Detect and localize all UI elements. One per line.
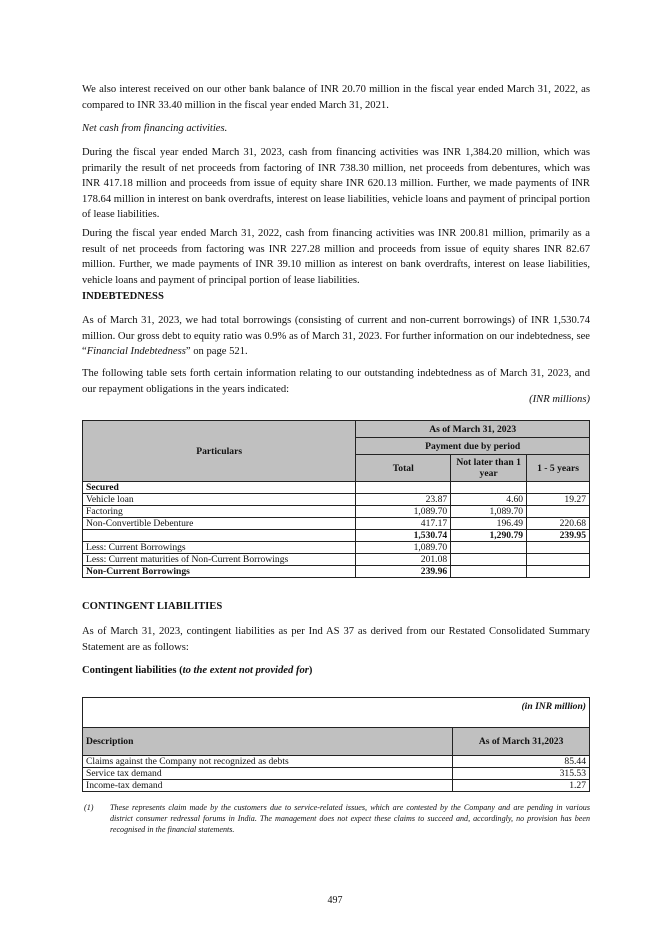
indebtedness-heading: INDEBTEDNESS: [82, 291, 164, 302]
table-row: [83, 768, 590, 780]
page-number: 497: [327, 895, 343, 906]
cell-not-later: 196.49: [451, 518, 527, 530]
footnote-number: (1): [84, 803, 94, 812]
cell-not-later: [451, 566, 527, 578]
table-header-row: [83, 421, 590, 438]
table-row: [83, 482, 590, 494]
cell-1-5-years: 19.27: [527, 494, 590, 506]
cell-1-5-years: 220.68: [527, 518, 590, 530]
cell-1-5-years: 239.95: [527, 530, 590, 542]
cell-total: 1,089.70: [356, 542, 451, 554]
cell-total: [356, 482, 451, 494]
row-value: 85.44: [453, 756, 590, 768]
cell-total: 201.08: [356, 554, 451, 566]
table-row: [83, 494, 590, 506]
paragraph-fy2023-financing: During the fiscal year ended March 31, 2023, cash from financing activities was INR 1,384.20 million, which was primarily the result of net proceeds from factoring of INR 738.30 million, net proceeds from debentures, which was INR 417.18 million and proceeds from issue of equity share INR 620.13 million. Further, we made payments of INR 178.64 million in interest on bank overdrafts, interest on lease liabilities, vehicle loans and payment of principal portion of lease liabilities.: [82, 147, 590, 221]
cell-total: 417.17: [356, 518, 451, 530]
inr-millions-unit-label: (INR millions): [529, 394, 590, 405]
cell-1-5-years: [527, 482, 590, 494]
row-description: Service tax demand: [83, 768, 453, 780]
row-label: Factoring: [83, 506, 356, 518]
header-total: Total: [356, 455, 451, 482]
table-row: [83, 518, 590, 530]
financial-indebtedness-reference: Financial Indebtedness: [86, 346, 186, 358]
borrowings-text: As of March 31, 2023, we had total borrowings (consisting of current and non-current borrowings) of INR 1,530.74 million. Our gross debt to equity ratio was 0.9% as of March 31, 2023. For further information on our indebtedness, see “: [82, 315, 590, 358]
contingent-subheading: [82, 663, 590, 679]
cell-total: 1,089.70: [356, 506, 451, 518]
paragraph-interest-received: We also interest received on our other bank balance of INR 20.70 million in the fiscal year ended March 31, 2022, as compared to INR 33.40 million in the fiscal year ended March 31, 2021.: [82, 84, 590, 111]
header-as-of-march-31-2023: As of March 31,2023: [453, 728, 590, 756]
cell-total: 23.87: [356, 494, 451, 506]
header-1-5-years: 1 - 5 years: [527, 455, 590, 482]
table-row: [83, 554, 590, 566]
cell-total: 1,530.74: [356, 530, 451, 542]
cell-1-5-years: [527, 542, 590, 554]
cell-not-later: [451, 554, 527, 566]
cell-1-5-years: [527, 566, 590, 578]
contingent-liabilities-heading: CONTINGENT LIABILITIES: [82, 601, 223, 612]
table-row: [83, 756, 590, 768]
indebtedness-table: [82, 420, 590, 578]
paragraph-table-intro: The following table sets forth certain information relating to our outstanding indebtedness as of March 31, 2023, and our repayment obligations in the years indicated:: [82, 368, 590, 395]
row-value: 315.53: [453, 768, 590, 780]
table-row: [83, 542, 590, 554]
footnote: [82, 802, 590, 835]
row-label: Vehicle loan: [83, 494, 356, 506]
header-description: Description: [83, 728, 453, 756]
cell-1-5-years: [527, 554, 590, 566]
in-inr-million-label: (in INR million): [521, 701, 586, 712]
row-label: [83, 530, 356, 542]
table-row: [83, 506, 590, 518]
row-label: Less: Current Borrowings: [83, 542, 356, 554]
subheading-bold: Contingent liabilities (: [82, 665, 183, 676]
table-header-row: [83, 728, 590, 756]
cell-total: 239.96: [356, 566, 451, 578]
cell-not-later: 1,290.79: [451, 530, 527, 542]
table-row-total: [83, 566, 590, 578]
row-description: Income-tax demand: [83, 780, 453, 792]
row-label: Non-Current Borrowings: [83, 566, 356, 578]
contingent-liabilities-table: [82, 697, 590, 792]
paragraph-total-borrowings: [82, 313, 590, 360]
unit-cell: [83, 698, 590, 728]
subheading-end: ): [308, 665, 313, 676]
cell-not-later: 4.60: [451, 494, 527, 506]
row-label: Less: Current maturities of Non-Current Borrowings: [83, 554, 356, 566]
paragraph-fy2022-financing: During the fiscal year ended March 31, 2022, cash from financing activities was INR 200.81 million, primarily as a result of net proceeds from factoring was INR 227.28 million and proceeds from issue of equity shares INR 82.67 million. Further, we made payments of INR 39.10 million as interest on bank overdrafts, interest on lease liabilities, vehicle loans and payment of principal portion of lease liabilities.: [82, 228, 590, 286]
cell-not-later: [451, 482, 527, 494]
row-value: 1.27: [453, 780, 590, 792]
borrowings-text-end: ” on page 521.: [185, 346, 248, 358]
footnote-text: These represents claim made by the customers due to service-related issues, which are contested by the Company and are pending in various district consumer redressal forums in India. The management does not expect these claims to succeed and, accordingly, no provision has been recognised in the financial statements.: [110, 803, 590, 834]
header-particulars: Particulars: [83, 421, 356, 482]
cell-1-5-years: [527, 506, 590, 518]
row-description: Claims against the Company not recognized as debts: [83, 756, 453, 768]
header-payment-due: Payment due by period: [356, 438, 590, 455]
subheading-italic: to the extent not provided for: [182, 665, 309, 676]
paragraph-contingent-intro: As of March 31, 2023, contingent liabilities as per Ind AS 37 as derived from our Restated Consolidated Summary Statement are as follows:: [82, 626, 590, 653]
table-row: [83, 780, 590, 792]
row-label: Non-Convertible Debenture: [83, 518, 356, 530]
cell-not-later: [451, 542, 527, 554]
financing-subheading: Net cash from financing activities.: [82, 123, 228, 134]
header-not-later-than-1-year: Not later than 1 year: [451, 455, 527, 482]
table-row-subtotal: [83, 530, 590, 542]
cell-not-later: 1,089.70: [451, 506, 527, 518]
header-as-of: As of March 31, 2023: [356, 421, 590, 438]
row-label: Secured: [83, 482, 356, 494]
